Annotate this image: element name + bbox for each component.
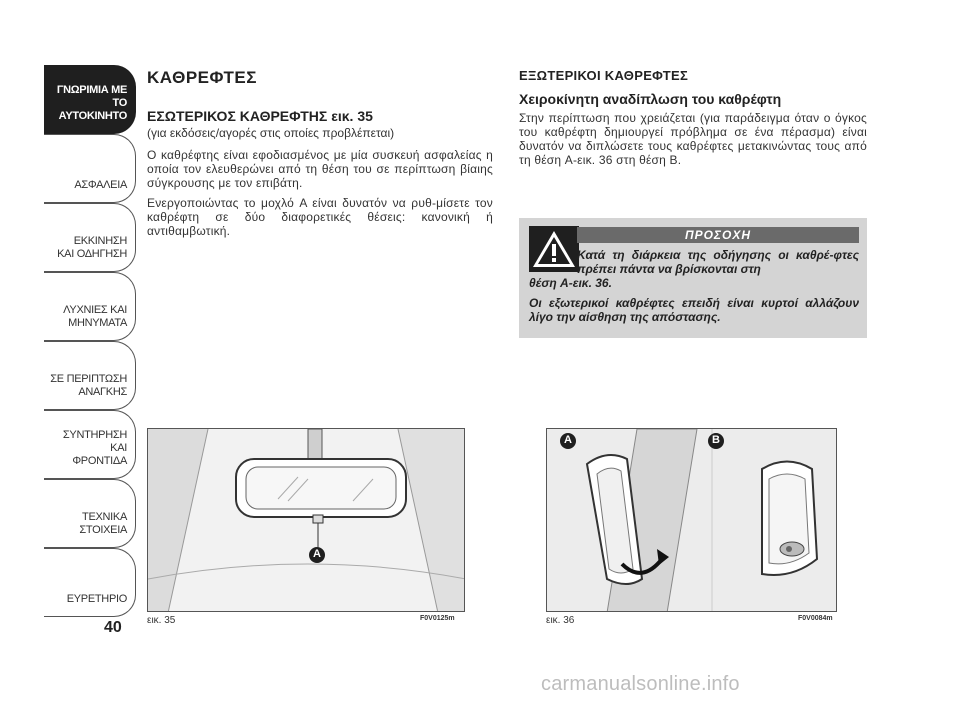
tab-getting-to-know-car[interactable] xyxy=(44,65,136,134)
chapter-sidebar xyxy=(44,65,136,617)
section-heading-exterior-mirrors: ΕΞΩΤΕΡΙΚΟΙ ΚΑΘΡΕΦΤΕΣ xyxy=(519,68,689,83)
tab-label-line1: ΤΕΧΝΙΚΑ xyxy=(82,511,127,523)
figure-36-exterior-mirror xyxy=(546,428,837,612)
tab-technical-data[interactable] xyxy=(44,479,136,548)
tab-label-line1: ΛΥΧΝΙΕΣ ΚΑΙ xyxy=(63,304,127,316)
paragraph-lever: Ενεργοποιώντας το μοχλό A είναι δυνατόν να ρυθ-μίσετε τον καθρέφτη σε δύο διαφορετικές θέσεις: κανονική ή αντιθαμβωτική. xyxy=(147,196,493,238)
figure-label-a: A xyxy=(564,434,572,446)
tab-safety[interactable] xyxy=(44,134,136,203)
tab-label-line1: ΣΕ ΠΕΡΙΠΤΩΣΗ xyxy=(50,373,127,385)
warning-header: ΠΡΟΣΟΧΗ xyxy=(577,227,859,243)
page-number: 40 xyxy=(104,619,122,636)
figure-36-code: F0V0084m xyxy=(798,615,833,622)
figure-label-a: A xyxy=(313,548,321,560)
left-column xyxy=(147,68,493,244)
availability-note: (για εκδόσεις/αγορές στις οποίες προβλέπεται) xyxy=(147,126,395,140)
tab-label-line2: ΦΡΟΝΤΙΔΑ xyxy=(72,455,127,467)
page-title: ΚΑΘΡΕΦΤΕΣ xyxy=(147,68,257,87)
subheading-manual-folding: Χειροκίνητη αναδίπλωση του καθρέφτη xyxy=(519,91,782,107)
figure-35-code: F0V0125m xyxy=(420,615,455,622)
figure-36-caption: εικ. 36 xyxy=(546,615,575,626)
tab-maintenance[interactable] xyxy=(44,410,136,479)
figure-label-b: B xyxy=(712,434,720,446)
tab-label-line2: ΕΥΡΕΤΗΡΙΟ xyxy=(66,593,127,605)
tab-label-line2: ΚΑΙ ΟΔΗΓΗΣΗ xyxy=(57,248,127,260)
watermark: carmanualsonline.info xyxy=(541,673,740,695)
warning-text-mirror-position: Κατά τη διάρκεια της οδήγησης οι καθρέ-φτες πρέπει πάντα να βρίσκονται στη xyxy=(577,248,859,276)
tab-label-line1: ΓΝΩΡΙΜΙΑ ΜΕ xyxy=(56,84,127,96)
figure-35-interior-mirror xyxy=(147,428,465,612)
paragraph-safety-device: Ο καθρέφτης είναι εφοδιασμένος με μία συσκευή ασφαλείας η οποία τον ελευθερώνει από τη θέση του σε περίπτωση βίαιης σύγκρουσης με τον επιβάτη. xyxy=(147,148,493,190)
tab-emergency[interactable] xyxy=(44,341,136,410)
paragraph-folding: Στην περίπτωση που χρειάζεται (για παράδειγμα όταν ο όγκος του καθρέφτη δημιουργεί πρόβλημα σε ένα πέρασμα) είναι δυνατόν να διπλώσετε τους καθρέφτες μετακινώντας τους από τη θέση A-εικ. 36 στη θέση B. xyxy=(519,111,867,167)
warning-text-mirror-position-end: θέση A-εικ. 36. xyxy=(529,276,612,290)
tab-warning-lights[interactable] xyxy=(44,272,136,341)
tab-label-line2: ΑΝΑΓΚΗΣ xyxy=(78,386,127,398)
tab-label-line2: ΜΗΝΥΜΑΤΑ xyxy=(68,317,127,329)
warning-text-convex-mirrors: Οι εξωτερικοί καθρέφτες επειδή είναι κυρτοί αλλάζουν λίγο την αίσθηση της απόστασης. xyxy=(529,296,859,324)
interior-mirror-illustration xyxy=(148,429,465,612)
warning-box xyxy=(519,218,867,338)
tab-index[interactable] xyxy=(44,548,136,617)
tab-starting-driving[interactable] xyxy=(44,203,136,272)
exterior-mirror-illustration xyxy=(547,429,837,612)
warning-triangle-icon xyxy=(529,226,579,272)
section-heading-interior-mirror: ΕΣΩΤΕΡΙΚΟΣ ΚΑΘΡΕΦΤΗΣ εικ. 35 xyxy=(147,108,373,124)
right-column xyxy=(519,68,867,173)
tab-label-line2: ΤΟ ΑΥΤΟΚΙΝΗΤΟ xyxy=(58,97,127,122)
tab-label-line2: ΑΣΦΑΛΕΙΑ xyxy=(74,179,127,191)
figure-35-caption: εικ. 35 xyxy=(147,615,176,626)
tab-label-line1: ΕΚΚΙΝΗΣΗ xyxy=(73,235,127,247)
tab-label-line1: ΣΥΝΤΗΡΗΣΗ ΚΑΙ xyxy=(62,429,127,454)
tab-label-line2: ΣΤΟΙΧΕΙΑ xyxy=(79,524,127,536)
